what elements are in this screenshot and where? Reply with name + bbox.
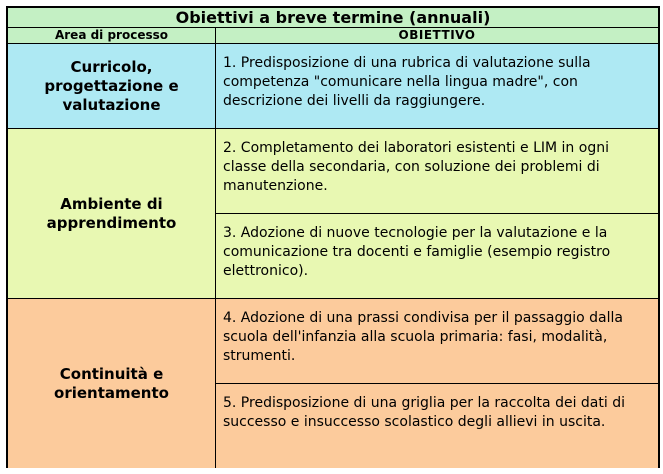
table-title: Obiettivi a breve termine (annuali)	[8, 8, 658, 28]
objective-3: 3. Adozione di nuove tecnologie per la valutazione e la comunicazione tra docenti e famiglie (esempio registro elettronico).	[216, 214, 658, 299]
objective-4: 4. Adozione di una prassi condivisa per il passaggio dalla scuola dell'infanzia alla scuola primaria: fasi, modalità, strumenti.	[216, 299, 658, 384]
area-continuita	[8, 299, 216, 468]
area-ambiente	[8, 129, 216, 299]
area-label: Curricolo, progettazione e valutazione	[44, 57, 179, 114]
area-label: Continuità e orientamento	[54, 364, 169, 402]
objectives-table	[6, 6, 660, 468]
objective-5: 5. Predisposizione di una griglia per la raccolta dei dati di successo e insuccesso scolastico degli allievi in uscita.	[216, 384, 658, 468]
header-objective: OBIETTIVO	[216, 28, 658, 44]
objective-1: 1. Predisposizione di una rubrica di valutazione sulla competenza "comunicare nella lingua madre", con descrizione dei livelli da raggiungere.	[216, 44, 658, 129]
objective-2: 2. Completamento dei laboratori esistenti e LIM in ogni classe della secondaria, con soluzione dei problemi di manutenzione.	[216, 129, 658, 214]
header-area: Area di processo	[8, 28, 216, 44]
area-label: Ambiente di apprendimento	[46, 194, 177, 232]
area-curricolo	[8, 44, 216, 129]
